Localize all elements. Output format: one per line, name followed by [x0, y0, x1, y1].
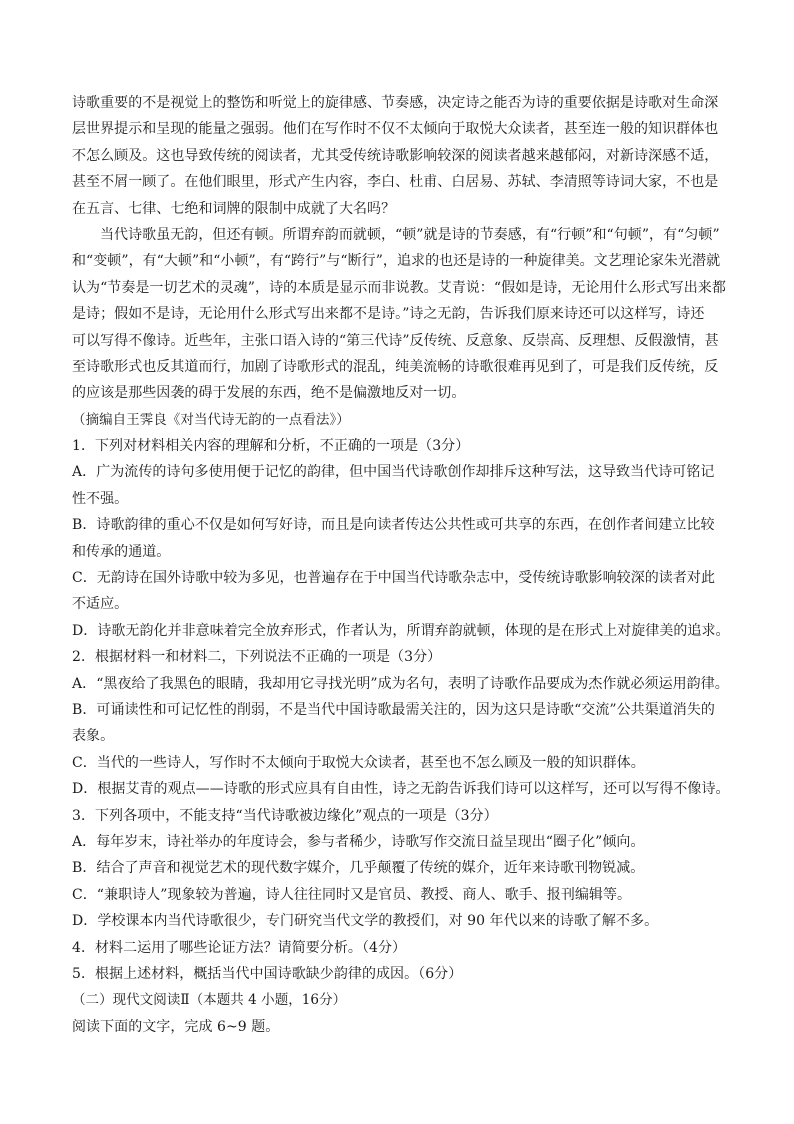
text-line: 认为“节奏是一切艺术的灵魂”，诗的本质是显示而非说教。艾青说：“假如是诗，无论用什么形式写出来都: [72, 279, 726, 296]
text-line: 可以写得不像诗。近些年，主张口语入诗的“第三代诗”反传统、反意象、反崇高、反理想、反假激情，甚: [72, 332, 719, 349]
option-c: C．“兼职诗人”现象较为普遍，诗人往往同时又是官员、教授、商人、歌手、报刊编辑等。: [72, 886, 632, 903]
question-3: [72, 803, 722, 935]
exam-page: [72, 90, 730, 1040]
option-c: C．当代的一些诗人，写作时不太倾向于取悦大众读者，甚至也不怎么顾及一般的知识群体。: [72, 754, 645, 771]
text-line: 当代诗歌虽无韵，但还有顿。所谓弃韵而就顿，“顿”就是诗的节奏感，有“行顿”和“句顿”，有“匀顿”: [100, 226, 720, 243]
option-b: B．可诵读性和可记忆性的削弱，不是当代中国诗歌最需关注的，因为这只是诗歌“交流”公共渠道消失的: [72, 701, 715, 718]
option-a: A．广为流传的诗句多使用便于记忆的韵律，但中国当代诗歌创作却排斥这种写法，这导致当代诗可铭记: [72, 464, 715, 481]
reading-instruction: 阅读下面的文字，完成 6~9 题。: [72, 1018, 280, 1035]
option-b-continued: 表象。: [72, 728, 115, 745]
option-d: D．诗歌无韵化并非意味着完全放弃形式，作者认为，所谓弃韵就顿，体现的是在形式上对旋律美的追求。: [72, 622, 730, 639]
option-b-continued: 和传承的通道。: [72, 543, 171, 560]
text-line: 在五言、七律、七绝和词牌的限制中成就了大名吗？: [72, 200, 396, 217]
option-c-continued: 不适应。: [72, 596, 129, 613]
question-4: 4．材料二运用了哪些论证方法？请简要分析。（4分）: [72, 939, 407, 956]
question-1: [72, 433, 730, 644]
text-line: 层世界提示和呈现的能量之强弱。他们在写作时不仅不太倾向于取悦大众读者，甚至连一般的知识群体也: [72, 121, 719, 138]
text-line: 至诗歌形式也反其道而行，加剧了诗歌形式的混乱，纯美流畅的诗歌很难再见到了，可是我们反传统，反: [72, 358, 719, 375]
text-line: 不怎么顾及。这也导致传统的阅读者，尤其受传统诗歌影响较深的阅读者越来越郁闷，对新诗深感不适，: [72, 147, 719, 164]
question-stem: 1．下列对材料相关内容的理解和分析，不正确的一项是（3分）: [72, 438, 470, 455]
option-a: A．“黑夜给了我黑色的眼睛，我却用它寻找光明”成为名句，表明了诗歌作品要成为杰作就必须运用韵律。: [72, 675, 729, 692]
option-b: B．结合了声音和视觉艺术的现代数字媒介，几乎颠覆了传统的媒介，近年来诗歌刊物锐减。: [72, 860, 645, 877]
text-line: 诗歌重要的不是视觉上的整饬和听觉上的旋律感、节奏感，决定诗之能否为诗的重要依据是诗歌对生命深: [72, 95, 719, 111]
source-citation: （摘编自王霁良《对当代诗无韵的一点看法》）: [72, 411, 350, 428]
option-a-continued: 性不强。: [72, 490, 129, 507]
text-line: 和“变顿”，有“大顿”和“小顿”，有“跨行”与“断行”，追求的也还是诗的一种旋律美。文艺理论家朱光潜就: [72, 253, 721, 270]
question-5: 5．根据上述材料，概括当代中国诗歌缺少韵律的成因。（6分）: [72, 965, 463, 982]
option-a: A．每年岁末，诗社举办的年度诗会，参与者稀少，诗歌写作交流日益呈现出“圈子化”倾向。: [72, 833, 645, 850]
question-2: [72, 644, 730, 802]
passage-paragraph-1: [72, 90, 722, 222]
section-heading: （二）现代文阅读Ⅱ（本题共 4 小题，16分）: [72, 992, 347, 1009]
passage-paragraph-2: [72, 222, 726, 407]
question-stem: 2．根据材料一和材料二，下列说法不正确的一项是（3分）: [72, 649, 442, 666]
question-stem: 3．下列各项中，不能支持“当代诗歌被边缘化”观点的一项是（3分）: [72, 807, 498, 824]
option-d: D．学校课本内当代诗歌很少，专门研究当代文学的教授们，对 90 年代以来的诗歌了解不多。: [72, 913, 659, 930]
option-b: B．诗歌韵律的重心不仅是如何写好诗，而且是向读者传达公共性或可共享的东西，在创作者间建立比较: [72, 517, 715, 534]
text-line: 是诗；假如不是诗，无论用什么形式写出来都不是诗。”诗之无韵，告诉我们原来诗还可以这样写，诗还: [72, 306, 705, 323]
option-c: C．无韵诗在国外诗歌中较为多见，也普遍存在于中国当代诗歌杂志中，受传统诗歌影响较深的读者对此: [72, 570, 716, 587]
option-d: D．根据艾青的观点——诗歌的形式应具有自由性，诗之无韵告诉我们诗可以这样写，还可以写得不像诗。: [72, 781, 730, 798]
text-line: 的应该是那些因袭的碍于发展的东西，绝不是偏激地反对一切。: [72, 385, 466, 402]
text-line: 甚至不屑一顾了。在他们眼里，形式产生内容，李白、杜甫、白居易、苏轼、李清照等诗词大家，不也是: [72, 174, 719, 191]
